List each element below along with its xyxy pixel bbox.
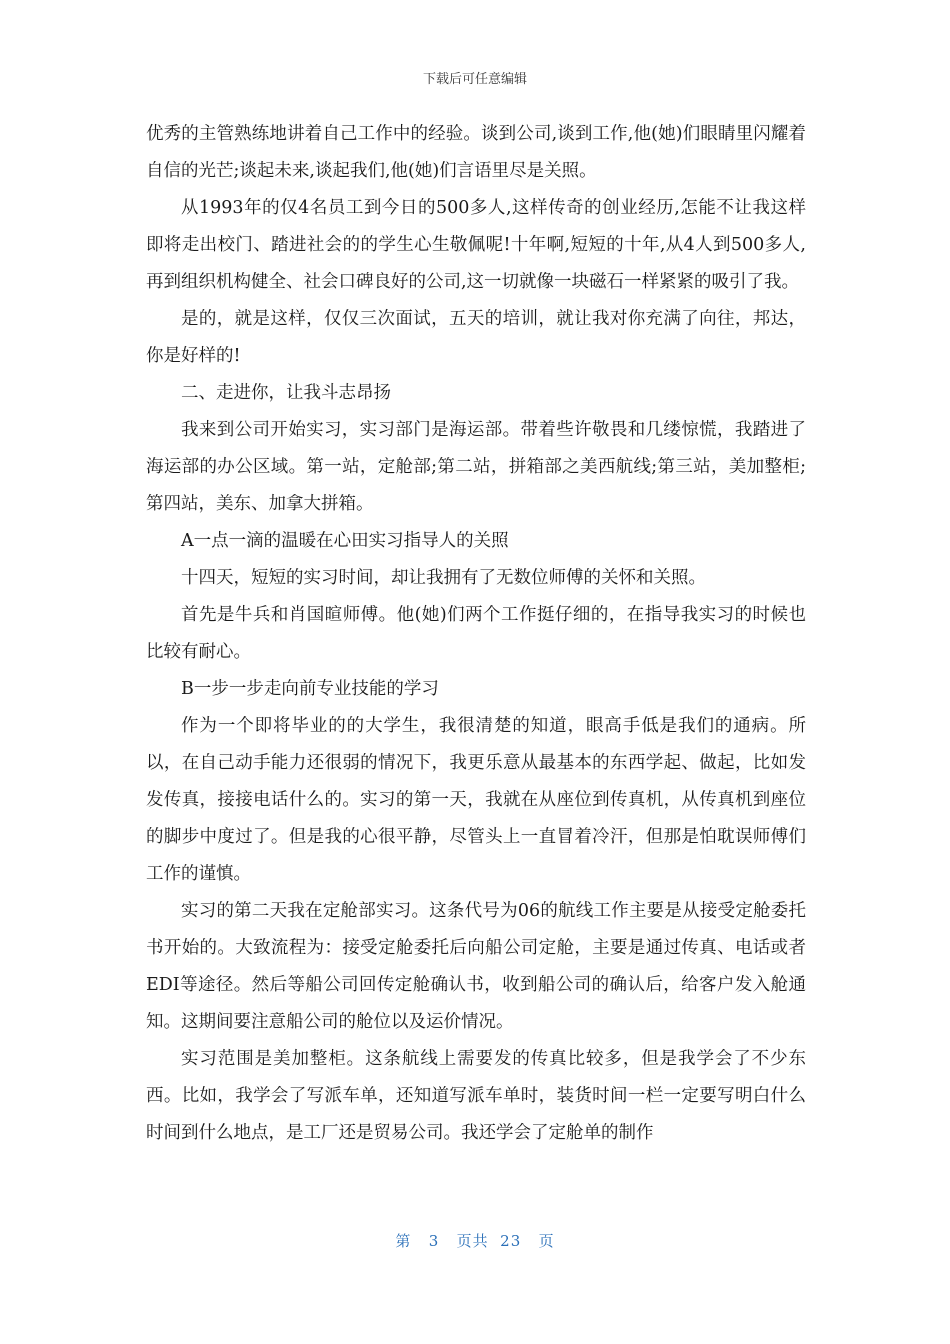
paragraph-10: 作为一个即将毕业的的大学生，我很清楚的知道，眼高手低是我们的通病。所以，在自己动手能力还很弱的情况下，我更乐意从最基本的东西学起、做起，比如发发传真，接接电话什么的。实习的第一天，我就在从座位到传真机，从传真机到座位的脚步中度过了。但是我的心很平静，尽管头上一直冒着冷汗，但那是怕耽误师傅们工作的谨慎。 — [146, 716, 806, 884]
footer-prefix: 第 — [395, 1232, 412, 1250]
paragraph-2: 从1993年的仅4名员工到今日的500多人,这样传奇的创业经历,怎能不让我这样即将走出校门、踏进社会的的学生心生敬佩呢!十年啊,短短的十年,从4人到500多人,再到组织机构健全、社会口碑良好的公司,这一切就像一块磁石一样紧紧的吸引了我。 — [146, 198, 806, 292]
paragraph-11: 实习的第二天我在定舱部实习。这条代号为06的航线工作主要是从接受定舱委托书开始的。大致流程为：接受定舱委托后向船公司定舱，主要是通过传真、电话或者EDI等途径。然后等船公司回传定舱确认书，收到船公司的确认后，给客户发入舱通知。这期间要注意船公司的舱位以及运价情况。 — [146, 901, 806, 1032]
current-page-number: 3 — [428, 1232, 440, 1250]
document-body — [146, 116, 806, 1152]
subheading-a: A一点一滴的温暖在心田实习指导人的关照 — [181, 531, 509, 551]
footer-middle: 页共 — [456, 1232, 489, 1250]
paragraph-8: 首先是牛兵和肖国暄师傅。他(她)们两个工作挺仔细的，在指导我实习的时候也比较有耐心。 — [146, 605, 806, 662]
paragraph-1: 优秀的主管熟练地讲着自己工作中的经验。谈到公司,谈到工作,他(她)们眼睛里闪耀着自信的光芒;谈起未来,谈起我们,他(她)们言语里尽是关照。 — [146, 124, 806, 181]
total-pages-number: 23 — [500, 1232, 522, 1250]
paragraph-5: 我来到公司开始实习，实习部门是海运部。带着些许敬畏和几缕惊慌，我踏进了海运部的办公区域。第一站，定舱部;第二站，拼箱部之美西航线;第三站，美加整柜;第四站，美东、加拿大拼箱。 — [146, 420, 806, 514]
footer-suffix: 页 — [538, 1232, 555, 1250]
paragraph-3: 是的，就是这样，仅仅三次面试，五天的培训，就让我对你充满了向往，邦达，你是好样的! — [146, 309, 806, 366]
subheading-b: B一步一步走向前专业技能的学习 — [181, 679, 439, 699]
paragraph-7: 十四天，短短的实习时间，却让我拥有了无数位师傅的关怀和关照。 — [181, 568, 706, 588]
page-header: 下载后可任意编辑 — [422, 72, 527, 87]
section-heading-2: 二、走进你，让我斗志昂扬 — [181, 383, 391, 403]
paragraph-12: 实习范围是美加整柜。这条航线上需要发的传真比较多，但是我学会了不少东西。比如，我学会了写派车单，还知道写派车单时，装货时间一栏一定要写明白什么时间到什么地点，是工厂还是贸易公司。我还学会了定舱单的制作 — [146, 1049, 806, 1143]
page-footer — [0, 1230, 950, 1251]
